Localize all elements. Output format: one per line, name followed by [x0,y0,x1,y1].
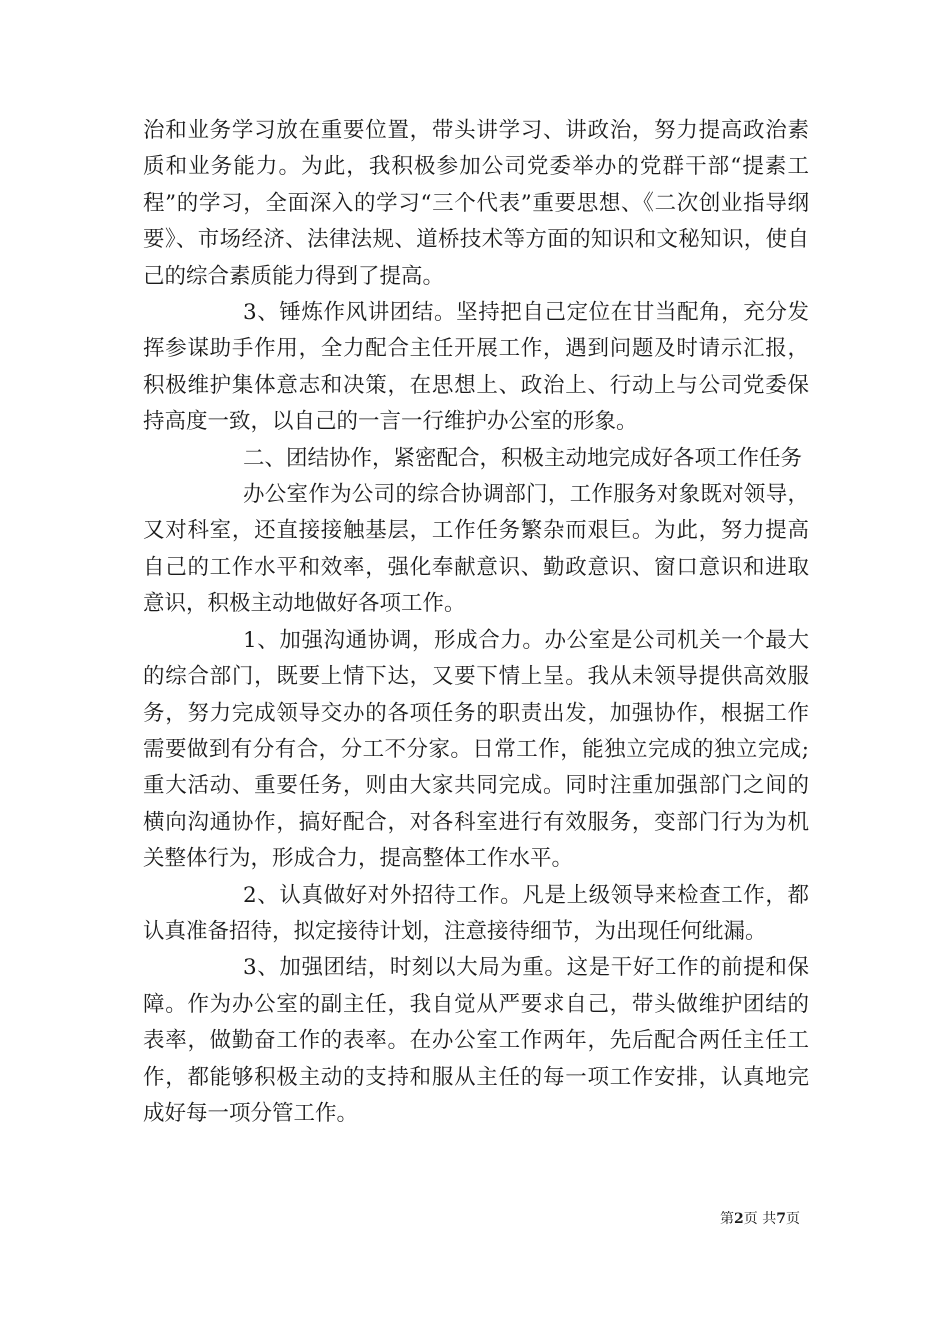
body-paragraph: 办公室作为公司的综合协调部门，工作服务对象既对领导，又对科室，还直接接触基层，工作任务繁杂而艰巨。为此，努力提高自己的工作水平和效率，强化奉献意识、勤政意识、窗口意识和进取意识，积极主动地做好各项工作。 [143,482,809,617]
body-paragraph: 治和业务学习放在重要位置，带头讲学习、讲政治，努力提高政治素质和业务能力。为此，我积极参加公司党委举办的党群干部“提素工程”的学习，全面深入的学习“三个代表”重要思想、《二次创业指导纲要》、市场经济、法律法规、道桥技术等方面的知识和文秘知识，使自己的综合素质能力得到了提高。 [143,118,809,289]
body-paragraph: 3、锤炼作风讲团结。坚持把自己定位在甘当配角，充分发挥参谋助手作用，全力配合主任开展工作，遇到问题及时请示汇报，积极维护集体意志和决策，在思想上、政治上、行动上与公司党委保持高度一致，以自己的一言一行维护办公室的形象。 [143,300,809,435]
footer-middle: 页 共 [743,1211,777,1227]
total-page-number: 7 [776,1211,786,1227]
current-page-number: 2 [734,1211,744,1227]
footer-prefix: 第 [720,1211,735,1227]
footer-suffix: 页 [786,1211,800,1227]
body-paragraph: 1、加强沟通协调，形成合力。办公室是公司机关一个最大的综合部门，既要上情下达，又要下情上呈。我从未领导提供高效服务，努力完成领导交办的各项任务的职责出发，加强协作，根据工作需要做到有分有合，分工不分家。日常工作，能独立完成的独立完成;重大活动、重要任务，则由大家共同完成。同时注重加强部门之间的横向沟通协作，搞好配合，对各科室进行有效服务，变部门行为为机关整体行为，形成合力，提高整体工作水平。 [143,627,809,872]
page-number-footer [720,1210,800,1228]
body-paragraph: 3、加强团结，时刻以大局为重。这是干好工作的前提和保障。作为办公室的副主任，我自觉从严要求自己，带头做维护团结的表率，做勤奋工作的表率。在办公室工作两年，先后配合两任主任工作，都能够积极主动的支持和服从主任的每一项工作安排，认真地完成好每一项分管工作。 [143,955,809,1126]
section-heading: 二、团结协作，紧密配合，积极主动地完成好各项工作任务 [243,445,803,471]
document-body [143,113,809,1132]
body-paragraph: 2、认真做好对外招待工作。凡是上级领导来检查工作，都认真准备招待，拟定接待计划，注意接待细节，为出现任何纰漏。 [143,882,809,944]
